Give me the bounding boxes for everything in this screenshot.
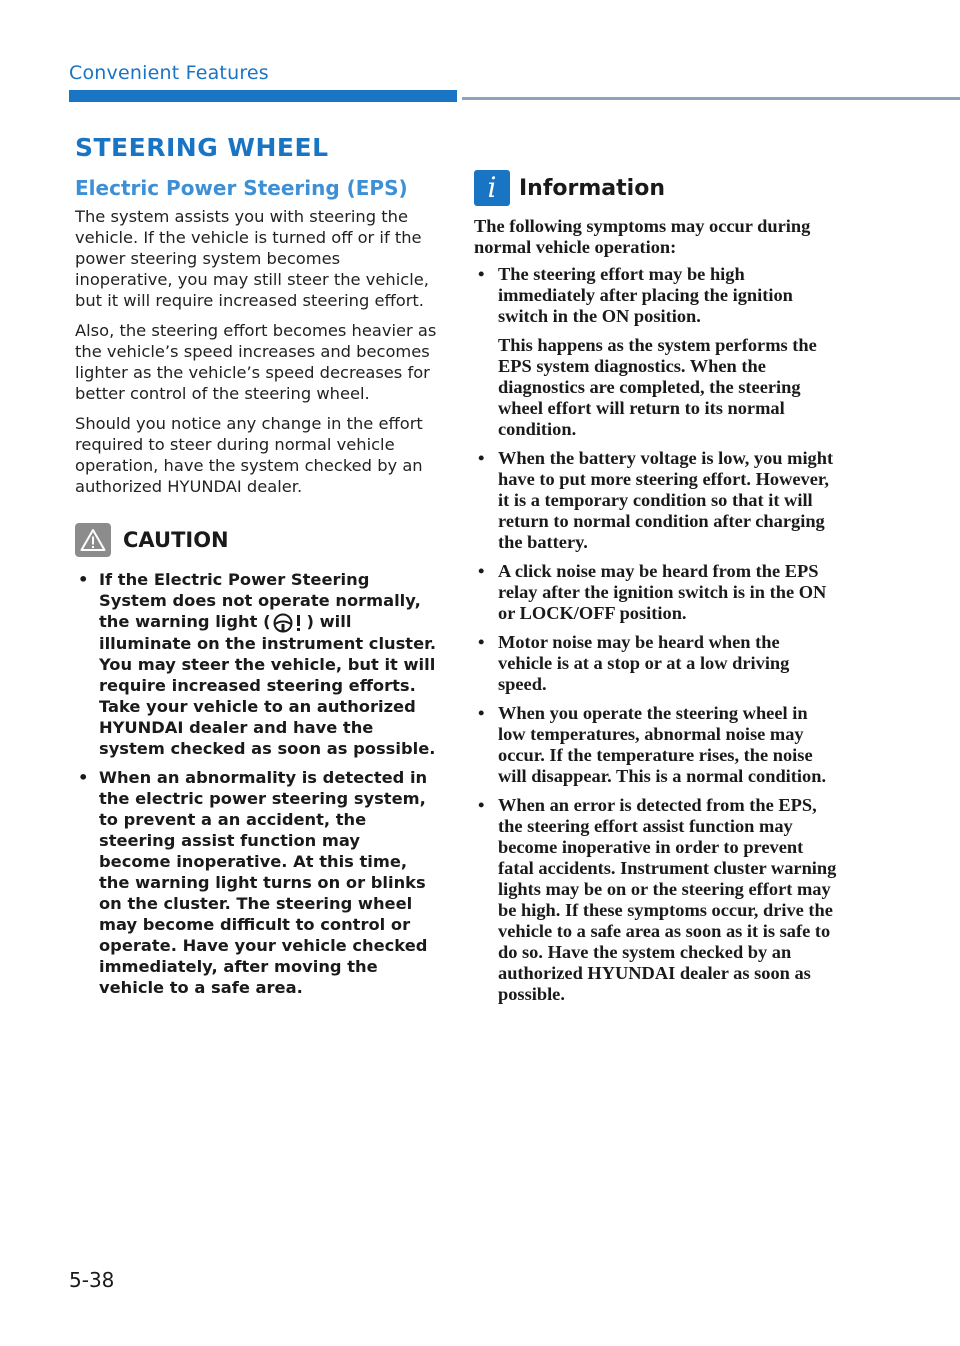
- information-item: • Motor noise may be heard when the vehicle is at a stop or at a low driving speed.: [474, 632, 838, 695]
- information-item: • When the battery voltage is low, you might have to put more steering effort. However, it is a temporary condition so that it will return to normal condition after charging the battery.: [474, 448, 838, 553]
- information-header: [474, 170, 838, 206]
- information-item: • When an error is detected from the EPS, the steering effort assist function may become inoperative in order to prevent fatal accidents. Instrument cluster warning lights may be on or the steering effort may be high. If these symptoms occur, drive the vehicle to a safe area as soon as it is safe to do so. Have the system checked by an authorized HYUNDAI dealer as soon as possible.: [474, 795, 838, 1005]
- section-title: STEERING WHEEL: [75, 133, 329, 162]
- caution-item-text: If the Electric Power Steering System does not operate normally, the warning light (: [99, 570, 421, 631]
- warning-triangle-icon: [75, 523, 111, 557]
- information-item: • When you operate the steering wheel in low temperatures, abnormal noise may occur. If the temperature rises, the noise will disappear. This is a normal condition.: [474, 703, 838, 787]
- header-bar-accent: [69, 90, 457, 102]
- body-paragraph: The system assists you with steering the vehicle. If the vehicle is turned off or if the power steering system becomes inoperative, you may still steer the vehicle, but it will require increased steering effort.: [75, 207, 429, 310]
- left-column: [75, 133, 437, 1006]
- information-item: [474, 264, 838, 440]
- information-item: • A click noise may be heard from the EPS relay after the ignition switch is in the ON or LOCK/OFF position.: [474, 561, 838, 624]
- caution-item-text: ) will illuminate on the instrument cluster. You may steer the vehicle, but it will require increased steering efforts. Take your vehicle to an authorized HYUNDAI dealer and have the system checked as soon as possible.: [99, 612, 437, 758]
- caution-item: • When an abnormality is detected in the electric power steering system, to prevent a an accident, the steering assist function may become inoperative. At this time, the warning light turns on or blinks on the cluster. The steering wheel may become difficult to control or operate. Have your vehicle checked immediately, after moving the vehicle to a safe area.: [75, 767, 437, 998]
- eps-warning-light-icon: [272, 613, 306, 633]
- header-bar-rule: [462, 97, 960, 100]
- information-title: Information: [519, 175, 665, 201]
- right-column: [474, 170, 838, 1013]
- body-paragraph: Should you notice any change in the effort required to steer during normal vehicle operation, have the system checked by an authorized HYUNDAI dealer.: [75, 414, 423, 496]
- caution-title: CAUTION: [123, 528, 229, 552]
- information-intro: The following symptoms may occur during normal vehicle operation:: [474, 216, 811, 257]
- information-item-text: The steering effort may be high immediately after placing the ignition switch in the ON position.: [498, 264, 793, 326]
- information-item-subtext: This happens as the system performs the EPS system diagnostics. When the diagnostics are completed, the steering wheel effort will return to its normal condition.: [498, 335, 817, 439]
- page-number: 5-38: [69, 1268, 115, 1292]
- information-list: [474, 264, 838, 1005]
- caution-header: [75, 523, 437, 557]
- caution-list: [75, 569, 437, 998]
- header-title: Convenient Features: [69, 62, 269, 84]
- information-icon: i: [474, 170, 510, 206]
- caution-item: [75, 569, 437, 759]
- body-paragraph: Also, the steering effort becomes heavier as the vehicle’s speed increases and becomes lighter as the vehicle’s speed decreases for better control of the steering wheel.: [75, 321, 437, 403]
- subsection-title: Electric Power Steering (EPS): [75, 176, 408, 200]
